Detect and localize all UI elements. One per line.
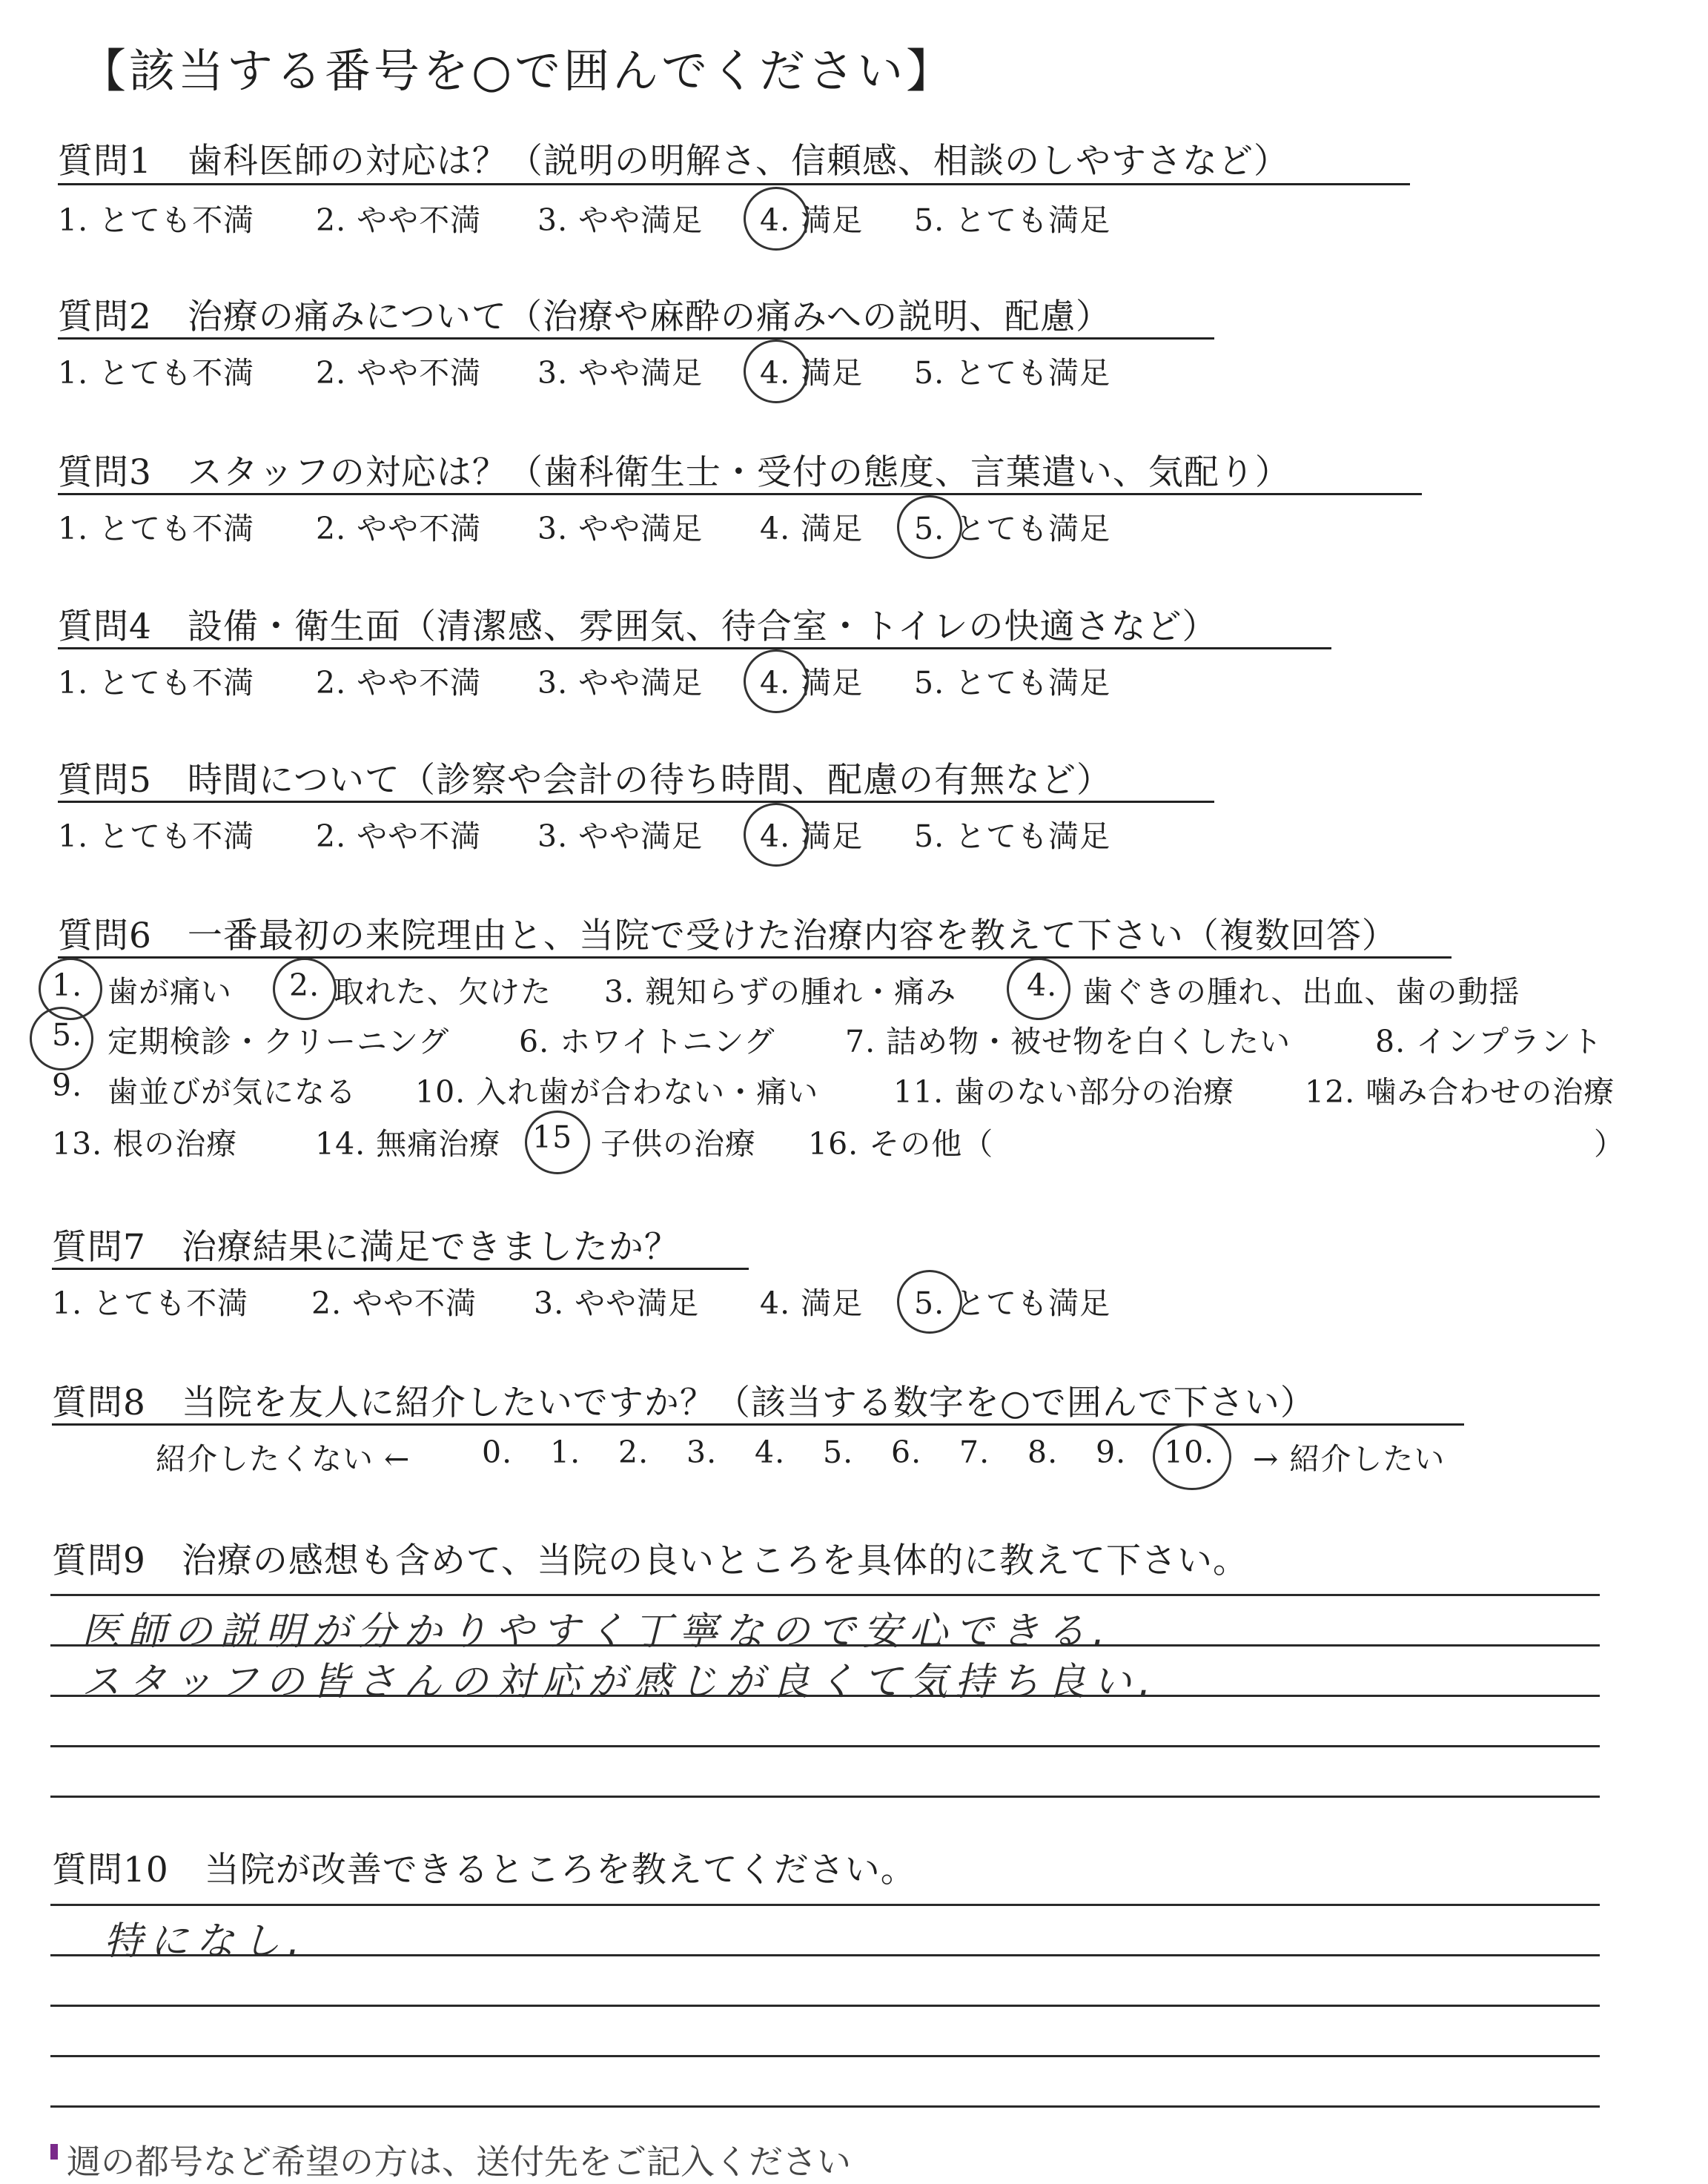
q5-selection-circle [744, 803, 809, 867]
q6-circle-2 [273, 958, 337, 1020]
question-5-underline [58, 801, 1214, 803]
q8-score-6[interactable]: 6. [891, 1435, 922, 1470]
q3-option-1[interactable]: 1. とても不満 [58, 511, 255, 546]
question-5-title: 質問5 時間について（診察や会計の待ち時間、配慮の有無など） [58, 760, 1112, 801]
question-1-title: 質問1 歯科医師の対応は？（説明の明解さ、信頼感、相談のしやすさなど） [58, 141, 1290, 182]
question-4-underline [58, 647, 1331, 649]
q1-option-4[interactable]: 4. 満足 [760, 202, 864, 238]
q6-option-5-num[interactable]: 5. [52, 1017, 83, 1053]
q6-option-4-label[interactable]: 歯ぐきの腫れ、出血、歯の動揺 [1082, 974, 1520, 1010]
q6-option-14[interactable]: 14. 無痛治療 [315, 1126, 501, 1162]
question-8-underline [52, 1423, 1464, 1426]
q3-option-5[interactable]: 5. とても満足 [914, 511, 1111, 546]
q9-answer-line-1 [50, 1594, 1600, 1596]
question-10-title: 質問10 当院が改善できるところを教えてください。 [52, 1850, 916, 1890]
question-6-underline [58, 956, 1452, 959]
q6-option-3[interactable]: 3. 親知らずの腫れ・痛み [604, 974, 957, 1010]
q9-handwritten-answer-1[interactable]: 医師の説明が分かりやすく丁寧なので安心できる. [82, 1609, 1113, 1654]
q6-option-9-num[interactable]: 9. [52, 1068, 83, 1103]
q8-score-5[interactable]: 5. [823, 1435, 854, 1470]
q2-option-3[interactable]: 3. やや満足 [537, 355, 704, 391]
q2-option-5[interactable]: 5. とても満足 [914, 355, 1111, 391]
question-8-title: 質問8 当院を友人に紹介したいですか？（該当する数字を○で囲んで下さい） [52, 1383, 1316, 1423]
q8-score-10[interactable]: 10. [1164, 1435, 1215, 1470]
q4-selection-circle [744, 649, 809, 713]
q6-option-10[interactable]: 10. 入れ歯が合わない・痛い [415, 1074, 819, 1110]
q5-option-5[interactable]: 5. とても満足 [914, 818, 1111, 854]
q6-option-11[interactable]: 11. 歯のない部分の治療 [893, 1074, 1235, 1110]
q6-circle-4 [1007, 958, 1070, 1020]
q8-right-label: → 紹介したい [1253, 1441, 1446, 1477]
q6-option-1-num[interactable]: 1. [52, 967, 83, 1003]
footer-note: 週の都号など希望の方は、送付先をご記入ください [67, 2142, 851, 2182]
q2-selection-circle [744, 340, 809, 403]
q1-selection-circle [744, 187, 809, 251]
q9-answer-line-5 [50, 1796, 1600, 1798]
q7-option-1[interactable]: 1. とても不満 [52, 1285, 249, 1321]
q8-score-0[interactable]: 0. [482, 1435, 513, 1470]
page-title: 【該当する番号を○で囲んでください】 [80, 44, 956, 98]
question-7-title: 質問7 治療結果に満足できましたか？ [52, 1227, 680, 1268]
q1-option-3[interactable]: 3. やや満足 [537, 202, 704, 238]
q10-answer-line-4 [50, 2055, 1600, 2057]
q8-score-1[interactable]: 1. [550, 1435, 581, 1470]
q1-option-5[interactable]: 5. とても満足 [914, 202, 1111, 238]
q10-handwritten-answer[interactable]: 特になし. [104, 1919, 308, 1964]
q3-option-3[interactable]: 3. やや満足 [537, 511, 704, 546]
q6-option-16[interactable]: 16. その他（ [808, 1126, 994, 1162]
q4-option-1[interactable]: 1. とても不満 [58, 665, 255, 701]
q6-option-16-close: ） [1594, 1126, 1625, 1162]
q8-score-8[interactable]: 8. [1027, 1435, 1059, 1470]
q5-option-2[interactable]: 2. やや不満 [316, 818, 482, 854]
q6-option-15-label[interactable]: 子供の治療 [600, 1126, 756, 1162]
q3-selection-circle [897, 495, 962, 559]
q4-option-4[interactable]: 4. 満足 [760, 665, 864, 701]
q5-option-3[interactable]: 3. やや満足 [537, 818, 704, 854]
q8-selection-circle [1153, 1423, 1231, 1490]
q6-option-5-label[interactable]: 定期検診・クリーニング [107, 1024, 450, 1059]
question-3-title: 質問3 スタッフの対応は？（歯科衛生士・受付の態度、言葉遣い、気配り） [58, 452, 1291, 493]
question-3-underline [58, 493, 1422, 495]
q6-option-13[interactable]: 13. 根の治療 [52, 1126, 238, 1162]
q9-answer-line-4 [50, 1745, 1600, 1747]
question-1-underline [58, 183, 1410, 185]
q6-option-12[interactable]: 12. 噛み合わせの治療 [1305, 1074, 1615, 1110]
q7-option-4[interactable]: 4. 満足 [760, 1285, 864, 1321]
question-9-title: 質問9 治療の感想も含めて、当院の良いところを具体的に教えて下さい。 [52, 1541, 1248, 1581]
q2-option-4[interactable]: 4. 満足 [760, 355, 864, 391]
q6-circle-15 [525, 1111, 590, 1174]
q5-option-4[interactable]: 4. 満足 [760, 818, 864, 854]
q6-option-7[interactable]: 7. 詰め物・被せ物を白くしたい [845, 1024, 1291, 1059]
q9-handwritten-answer-2[interactable]: スタッフの皆さんの対応が感じが良くて気持ち良い. [82, 1660, 1159, 1704]
q6-option-2-label[interactable]: 取れた、欠けた [334, 974, 552, 1010]
q10-answer-line-1 [50, 1904, 1600, 1906]
q10-answer-line-3 [50, 2005, 1600, 2007]
q7-option-3[interactable]: 3. やや満足 [534, 1285, 700, 1321]
footer-marker-icon [50, 2144, 58, 2160]
q6-option-4-num[interactable]: 4. [1027, 967, 1058, 1003]
q5-option-1[interactable]: 1. とても不満 [58, 818, 255, 854]
q3-option-2[interactable]: 2. やや不満 [316, 511, 482, 546]
q8-score-7[interactable]: 7. [959, 1435, 990, 1470]
q6-circle-5 [30, 1007, 93, 1071]
q8-score-3[interactable]: 3. [686, 1435, 718, 1470]
question-6-title: 質問6 一番最初の来院理由と、当院で受けた治療内容を教えて下さい（複数回答） [58, 916, 1397, 956]
q6-option-8[interactable]: 8. インプラント [1375, 1024, 1603, 1059]
q1-option-2[interactable]: 2. やや不満 [316, 202, 482, 238]
q8-left-label: 紹介したくない ← [156, 1441, 411, 1477]
question-2-title: 質問2 治療の痛みについて（治療や麻酔の痛みへの説明、配慮） [58, 297, 1112, 337]
q8-score-4[interactable]: 4. [755, 1435, 786, 1470]
q4-option-3[interactable]: 3. やや満足 [537, 665, 704, 701]
question-7-underline [52, 1268, 749, 1270]
q6-option-1-label[interactable]: 歯が痛い [107, 974, 232, 1010]
q4-option-5[interactable]: 5. とても満足 [914, 665, 1111, 701]
q10-answer-line-5 [50, 2105, 1600, 2108]
q7-selection-circle [897, 1270, 962, 1334]
question-4-title: 質問4 設備・衛生面（清潔感、雰囲気、待合室・トイレの快適さなど） [58, 606, 1218, 647]
q6-option-2-num[interactable]: 2. [289, 967, 320, 1003]
q6-option-9-label[interactable]: 歯並びが気になる [107, 1074, 357, 1110]
q8-score-9[interactable]: 9. [1096, 1435, 1127, 1470]
q1-option-1[interactable]: 1. とても不満 [58, 202, 255, 238]
q6-option-15-num[interactable]: 15 [532, 1119, 573, 1155]
q6-option-6[interactable]: 6. ホワイトニング [519, 1024, 775, 1059]
q7-option-5[interactable]: 5. とても満足 [914, 1285, 1111, 1321]
question-2-underline [58, 337, 1214, 340]
q8-score-2[interactable]: 2. [618, 1435, 649, 1470]
q2-option-1[interactable]: 1. とても不満 [58, 355, 255, 391]
q2-option-2[interactable]: 2. やや不満 [316, 355, 482, 391]
q3-option-4[interactable]: 4. 満足 [760, 511, 864, 546]
q4-option-2[interactable]: 2. やや不満 [316, 665, 482, 701]
q7-option-2[interactable]: 2. やや不満 [311, 1285, 477, 1321]
